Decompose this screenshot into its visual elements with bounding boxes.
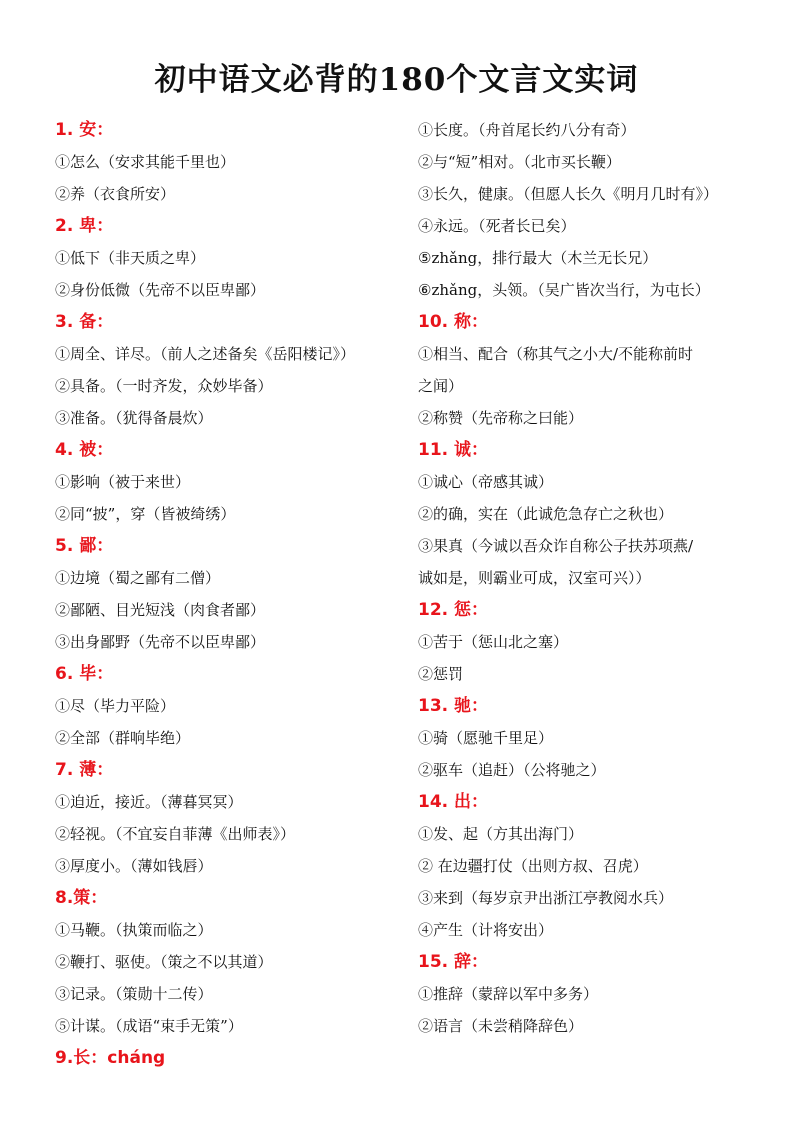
definition-line: ②身份低微（先帝不以臣卑鄙） [55, 281, 266, 299]
definition-line: ①低下（非天质之卑） [55, 249, 206, 267]
definition-line: ②与“短”相对。（北市买长鞭） [418, 153, 621, 171]
entry-heading: 8.策： [55, 888, 108, 908]
definition-line: ①发、起（方其出海门） [418, 825, 584, 843]
page-title: 初中语文必背的180个文言文实词 [154, 62, 639, 98]
definition-line: ①长度。（舟首尾长约八分有奇） [418, 121, 636, 139]
definition-line: ③果真（今诚以吾众诈自称公子扶苏项燕/ [418, 537, 694, 555]
definition-line: ②养（衣食所安） [55, 185, 176, 203]
definition-line: ①马鞭。（执策而临之） [55, 921, 213, 939]
definition-line: ①诚心（帝感其诚） [418, 473, 554, 491]
definition-line: ⑤zhǎng，排行最大（木兰无长兄） [418, 249, 658, 267]
definition-line: ①迫近，接近。（薄暮冥冥） [55, 793, 243, 811]
definition-line: ③厚度小。（薄如钱唇） [55, 857, 213, 875]
entry-heading: 6. 毕： [55, 664, 114, 684]
entry-heading: 1. 安： [55, 120, 114, 140]
definition-line: ② 在边疆打仗（出则方叔、召虎） [418, 857, 648, 875]
definition-line: ①周全、详尽。（前人之述备矣《岳阳楼记》） [55, 345, 356, 363]
definition-line: ②称赞（先帝称之曰能） [418, 409, 584, 427]
definition-line: ④产生（计将安出） [418, 921, 554, 939]
entry-heading: 11. 诚： [418, 440, 489, 460]
definition-line: ⑥zhǎng，头领。（吴广皆次当行，为屯长） [418, 281, 710, 299]
right-column [418, 114, 758, 1042]
definition-line: ②鄙陋、目光短浅（肉食者鄙） [55, 601, 266, 619]
definition-line: ②同“披”，穿（皆被绮绣） [55, 505, 236, 523]
entry-heading: 15. 辞： [418, 952, 489, 972]
entry-heading: 12. 惩： [418, 600, 489, 620]
definition-line: 诚如是，则霸业可成，汉室可兴）） [418, 569, 651, 587]
entry-heading: 5. 鄙： [55, 536, 114, 556]
entry-heading: 7. 薄： [55, 760, 114, 780]
definition-line: ③出身鄙野（先帝不以臣卑鄙） [55, 633, 266, 651]
entry-heading: 14. 出： [418, 792, 489, 812]
definition-line: ①尽（毕力平险） [55, 697, 176, 715]
definition-line: ③来到（每岁京尹出浙江亭教阅水兵） [418, 889, 674, 907]
definition-line: ②的确，实在（此诚危急存亡之秋也） [418, 505, 674, 523]
entry-heading: 3. 备： [55, 312, 114, 332]
definition-line: ①怎么（安求其能千里也） [55, 153, 236, 171]
definition-line: ②轻视。（不宜妄自菲薄《出师表》） [55, 825, 296, 843]
definition-line: ④永远。（死者长已矣） [418, 217, 576, 235]
definition-line: ①苦于（惩山北之塞） [418, 633, 569, 651]
entry-heading: 2. 卑： [55, 216, 114, 236]
definition-line: ③记录。（策勋十二传） [55, 985, 213, 1003]
definition-line: ②惩罚 [418, 665, 464, 683]
definition-line: ①边境（蜀之鄙有二僧） [55, 569, 221, 587]
entry-heading: 10. 称： [418, 312, 489, 332]
definition-line: ③长久，健康。（但愿人长久《明月几时有》） [418, 185, 719, 203]
definition-line: ⑤计谋。（成语“束手无策”） [55, 1017, 243, 1035]
entry-heading: 13. 驰： [418, 696, 489, 716]
definition-line: ②驱车（追赶）（公将驰之） [418, 761, 606, 779]
definition-line: ①推辞（蒙辞以军中多务） [418, 985, 599, 1003]
definition-line: 之闻） [418, 377, 464, 395]
definition-line: ①影响（被于来世） [55, 473, 191, 491]
definition-line: ③准备。（犹得备晨炊） [55, 409, 213, 427]
definition-line: ②具备。（一时齐发，众妙毕备） [55, 377, 273, 395]
definition-line: ②语言（未尝稍降辞色） [418, 1017, 584, 1035]
entry-heading: 9.长：cháng [55, 1048, 166, 1068]
definition-line: ②全部（群响毕绝） [55, 729, 191, 747]
left-column [55, 114, 400, 1074]
definition-line: ①骑（愿驰千里足） [418, 729, 554, 747]
definition-line: ①相当、配合（称其气之小大/不能称前时 [418, 345, 694, 363]
entry-heading: 4. 被： [55, 440, 114, 460]
definition-line: ②鞭打、驱使。（策之不以其道） [55, 953, 273, 971]
